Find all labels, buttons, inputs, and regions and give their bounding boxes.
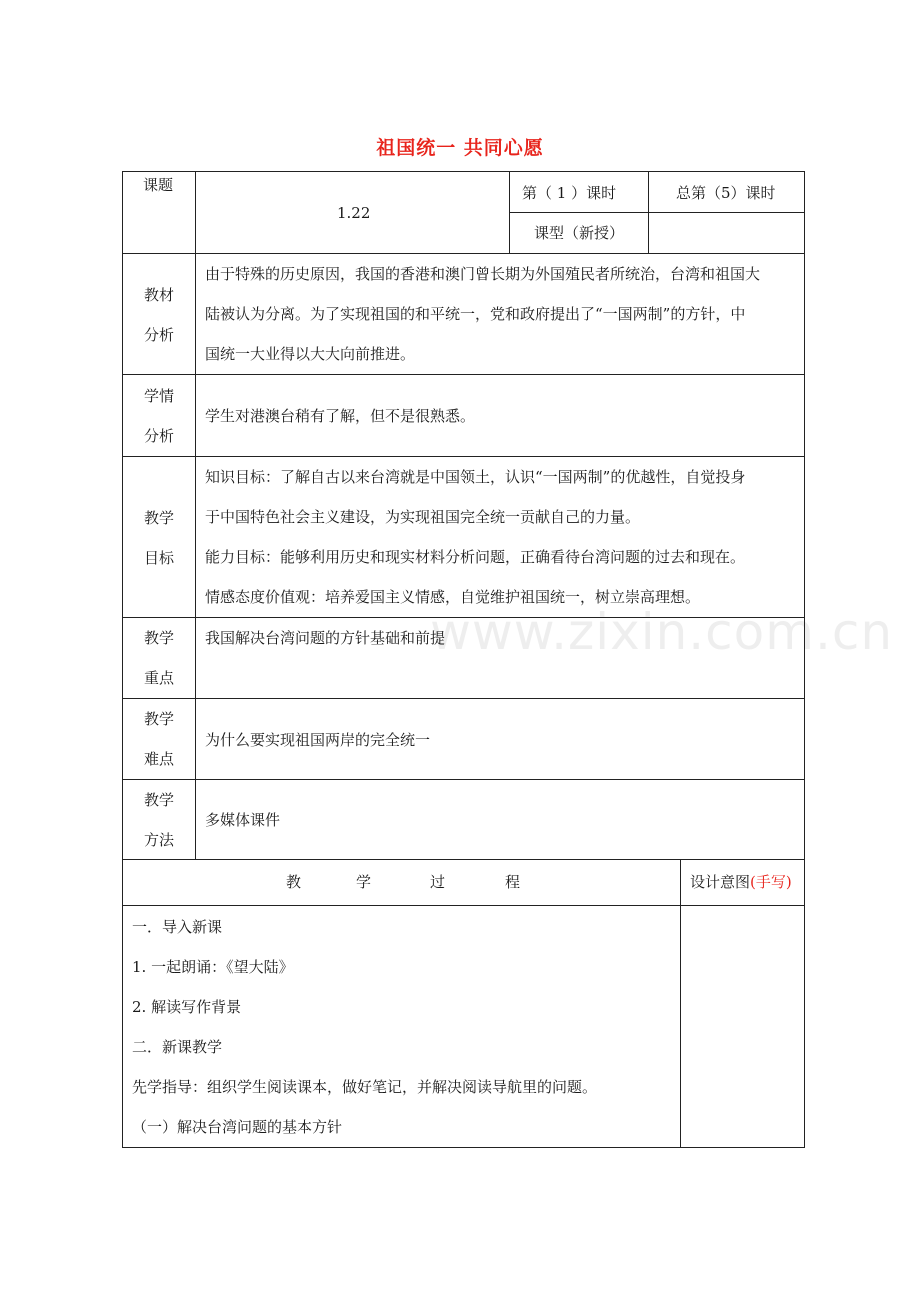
material-line-2: 陆被认为分离。为了实现祖国的和平统一，党和政府提出了“一国两制”的方针，中 [205,305,746,323]
students-label-1: 学情 [144,387,175,405]
lesson-number: 第（ 1 ）课时 [522,184,617,202]
material-line-3: 国统一大业得以大大向前推进。 [205,345,416,363]
goals-line-1: 知识目标：了解自古以来台湾就是中国领土，认识“一国两制”的优越性，自觉投身 [205,468,746,486]
process-heading-char-4: 程 [505,873,521,891]
material-label-1: 教材 [144,286,175,304]
difficulty-label-2: 难点 [144,750,175,768]
lesson-type: 课型（新授） [534,224,625,242]
design-intent-header [690,872,792,892]
method-label-2: 方法 [144,831,175,849]
process-line-3: 2. 解读写作背景 [132,998,242,1016]
goals-line-4: 情感态度价值观：培养爱国主义情感，自觉维护祖国统一，树立崇高理想。 [205,588,701,606]
method-label-1: 教学 [144,791,175,809]
handwritten-note: (手写) [750,873,792,891]
difficulty-label-1: 教学 [144,710,175,728]
key-text: 我国解决台湾问题的方针基础和前提 [205,629,446,647]
goals-line-2: 于中国特色社会主义建设，为实现祖国完全统一贡献自己的力量。 [205,508,641,526]
lesson-date: 1.22 [337,204,371,222]
process-line-1: 一．导入新课 [132,918,223,936]
topic-label: 课题 [143,176,174,194]
process-heading-char-2: 学 [356,873,372,891]
process-line-5: 先学指导：组织学生阅读课本，做好笔记，并解决阅读导航里的问题。 [132,1078,598,1096]
key-label-2: 重点 [144,669,175,687]
material-label-2: 分析 [144,326,175,344]
process-line-2: 1. 一起朗诵：《望大陆》 [132,958,294,976]
process-heading-char-3: 过 [430,873,446,891]
goals-label-1: 教学 [144,509,175,527]
difficulty-text: 为什么要实现祖国两岸的完全统一 [205,731,431,749]
design-intent-label: 设计意图 [690,873,751,891]
process-line-4: 二．新课教学 [132,1038,223,1056]
key-label-1: 教学 [144,629,175,647]
material-line-1: 由于特殊的历史原因，我国的香港和澳门曾长期为外国殖民者所统治，台湾和祖国大 [205,265,761,283]
page-title: 祖国统一 共同心愿 [376,137,544,159]
goals-label-2: 目标 [144,549,175,567]
method-text: 多媒体课件 [205,811,281,829]
students-label-2: 分析 [144,427,175,445]
watermark: www.zixin.com.cn [430,603,894,661]
students-text: 学生对港澳台稍有了解，但不是很熟悉。 [205,407,476,425]
process-line-6: （一）解决台湾问题的基本方针 [132,1118,343,1136]
goals-line-3: 能力目标：能够利用历史和现实材料分析问题，正确看待台湾问题的过去和现在。 [205,548,746,566]
process-heading-char-1: 教 [286,873,302,891]
total-lesson-number: 总第（5）课时 [676,184,776,202]
